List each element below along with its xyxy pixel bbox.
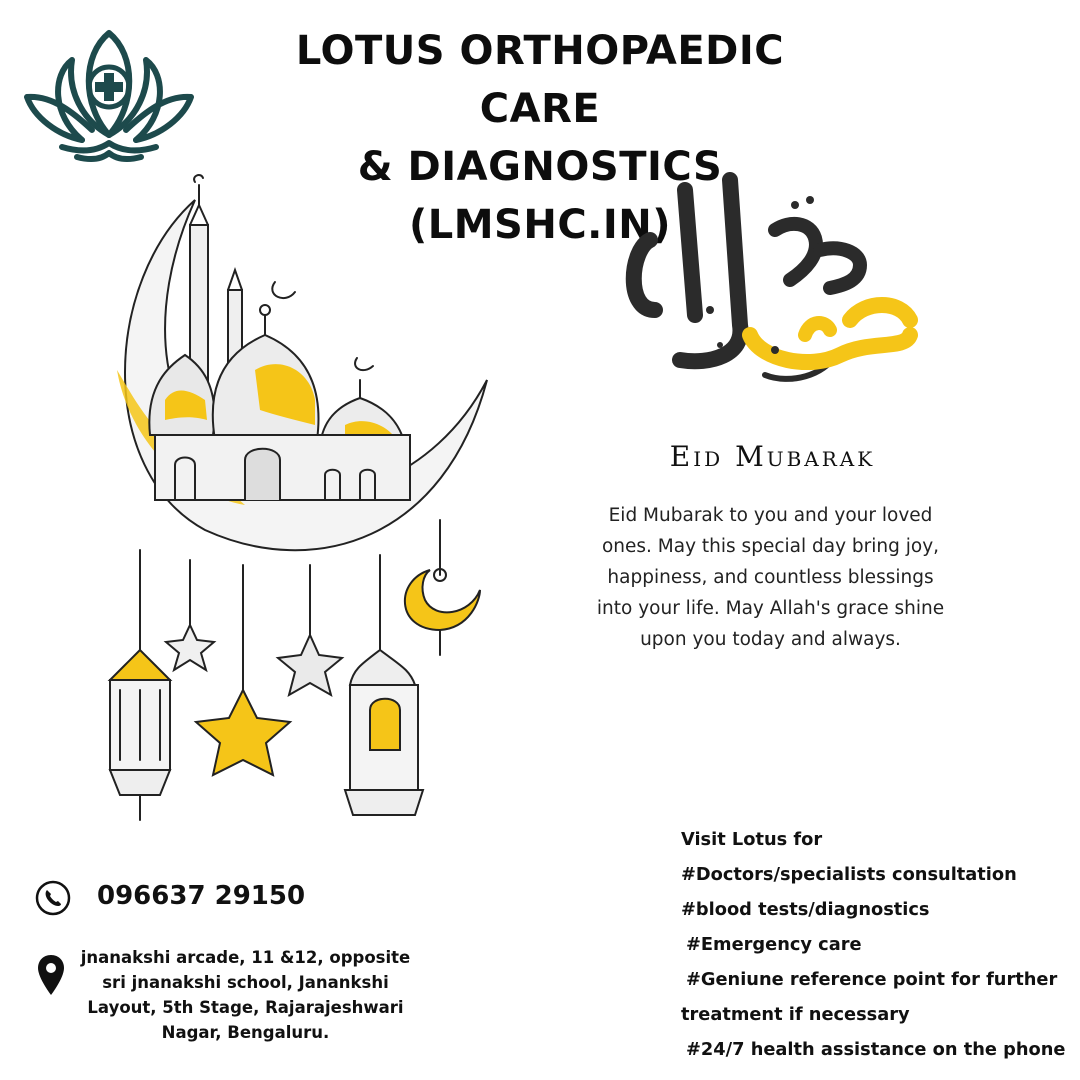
phone-number: 096637 29150 (97, 881, 306, 911)
eid-heading: Eid Mubarak (669, 440, 876, 473)
clinic-address: jnanakshi arcade, 11 &12, opposite sri jnanakshi school, Janankshi Layout, 5th Stage, Rajarajeshwari Nagar, Bengaluru. (80, 948, 411, 1042)
phone-icon (35, 880, 71, 916)
service-item: #Geniune reference point for further (686, 969, 1058, 990)
services-list (681, 822, 1071, 1067)
eid-message: Eid Mubarak to you and your loved ones. May this special day bring joy, happiness, and countless blessings into your life. May Allah's grace shine upon you today and always. (596, 505, 945, 650)
lotus-cross-logo (22, 25, 197, 165)
service-item: #Emergency care (686, 934, 862, 955)
title-line-2: & DIAGNOSTICS (LMSHC.IN) (357, 144, 723, 248)
service-item: treatment if necessary (681, 1004, 910, 1025)
location-pin-icon (36, 953, 66, 997)
service-item: #24/7 health assistance on the phone (686, 1039, 1066, 1060)
crescent-mosque-lanterns-illustration (95, 170, 500, 830)
service-item: #Doctors/specialists consultation (681, 864, 1017, 885)
title-line-1: LOTUS ORTHOPAEDIC CARE (295, 28, 785, 132)
service-item: #blood tests/diagnostics (681, 899, 930, 920)
services-intro: Visit Lotus for (681, 829, 823, 850)
eid-mubarak-calligraphy (610, 160, 930, 405)
